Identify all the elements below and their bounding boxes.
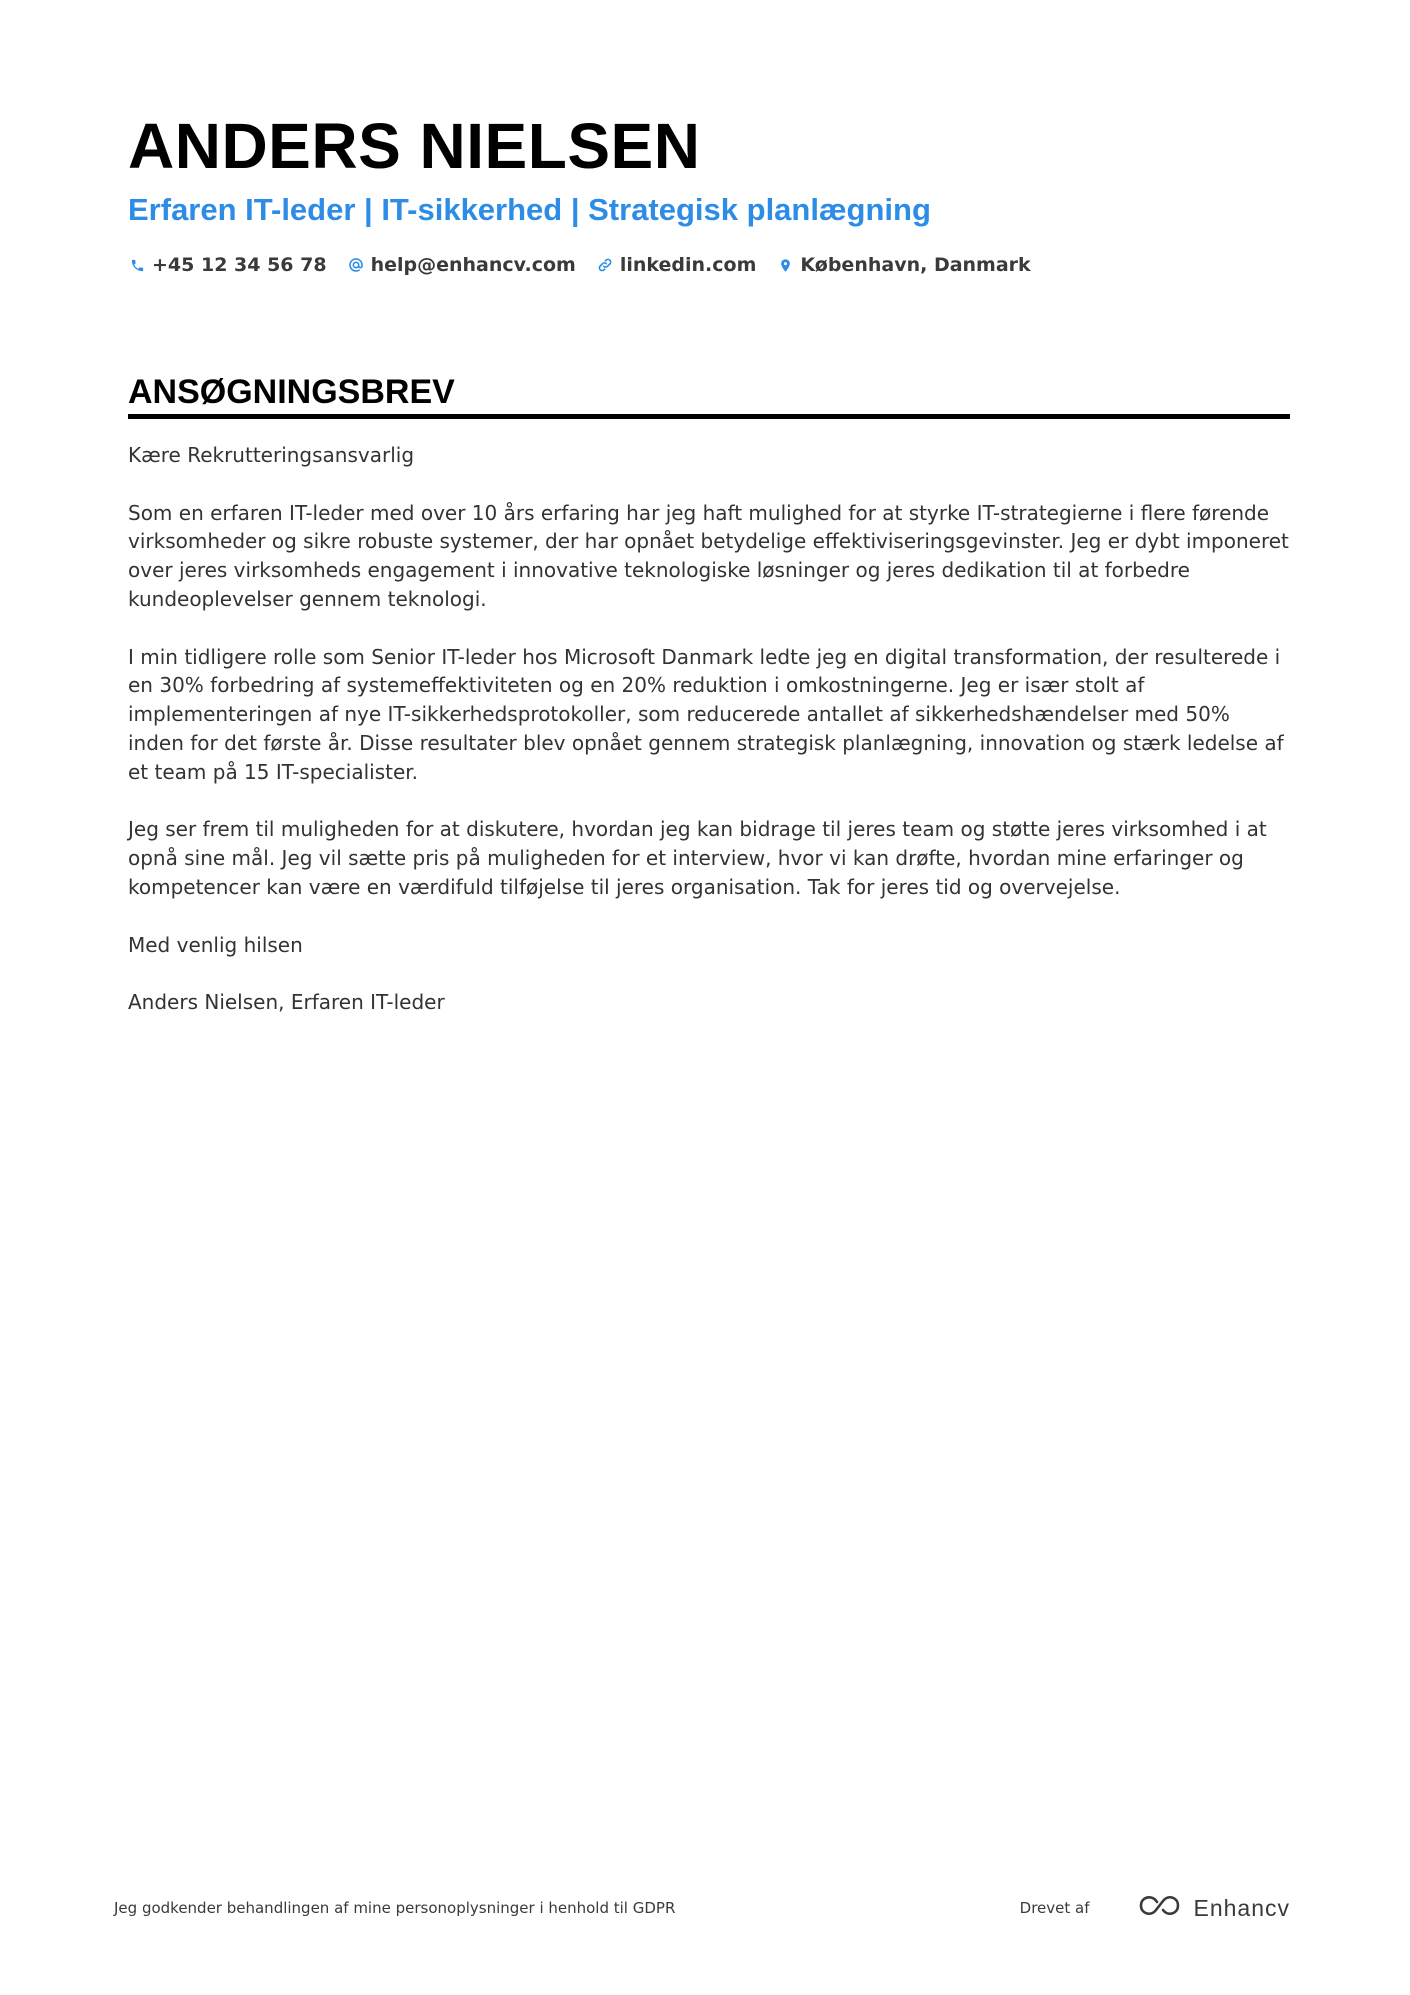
enhancv-logo-icon	[1135, 1893, 1183, 1923]
cover-letter-page	[128, 108, 1290, 1046]
contact-location	[776, 254, 1030, 276]
contact-email[interactable]	[347, 254, 576, 276]
candidate-name: ANDERS NIELSEN	[128, 110, 701, 182]
gdpr-consent-text: Jeg godkender behandlingen af mine personoplysninger i henhold til GDPR	[114, 1899, 676, 1917]
letter-paragraph: I min tidligere rolle som Senior IT-leder hos Microsoft Danmark ledte jeg en digital transformation, der resulterede i en 30% forbedring af systemeffektiviteten og en 20% reduktion i omkostningerne. Jeg er især stolt af implementeringen af nye IT-sikkerhedsprotokoller, som reducerede antallet af sikkerhedshændelser med 50% inden for det første år. Disse resultater blev opnået gennem strategisk planlægning, innovation og stærk ledelse af et team på 15 IT-specialister.	[128, 644, 1284, 784]
section-title: ANSØGNINGSBREV	[128, 372, 1290, 419]
linkedin-text: linkedin.com	[619, 254, 757, 276]
at-icon	[347, 256, 365, 274]
contact-phone[interactable]	[128, 254, 327, 276]
phone-text: +45 12 34 56 78	[152, 254, 327, 276]
letter-paragraph: Som en erfaren IT-leder med over 10 års erfaring har jeg haft mulighed for at styrke IT-strategierne i flere førende virksomheder og sikre robuste systemer, der har opnået betydelige effektiviseringsgevinster. Jeg er dybt imponeret over jeres virksomheds engagement i innovative teknologiske løsninger og jeres dedikation til at forbedre kundeoplevelser gennem teknologi.	[128, 500, 1289, 611]
candidate-headline: Erfaren IT-leder | IT-sikkerhed | Strategisk planlægning	[128, 192, 931, 227]
letter-paragraph: Jeg ser frem til muligheden for at diskutere, hvordan jeg kan bidrage til jeres team og støtte jeres virksomhed i at opnå sine mål. Jeg vil sætte pris på muligheden for et interview, hvor vi kan drøfte, hvordan mine erfaringer og kompetencer kan være en værdifuld tilføjelse til jeres organisation. Tak for jeres tid og overvejelse.	[128, 817, 1267, 899]
enhancv-brand-name: Enhancv	[1193, 1894, 1290, 1921]
letter-body	[128, 441, 1290, 1017]
page-footer	[114, 1888, 1290, 1928]
contact-linkedin[interactable]	[596, 254, 757, 276]
footer-branding	[1020, 1893, 1290, 1923]
link-icon	[596, 256, 614, 274]
contact-bar	[128, 254, 1290, 276]
email-text: help@enhancv.com	[370, 254, 576, 276]
phone-icon	[128, 256, 146, 274]
letter-closing: Med venlig hilsen	[128, 932, 303, 957]
enhancv-brand-link[interactable]	[1135, 1893, 1290, 1923]
location-pin-icon	[776, 256, 794, 274]
letter-salutation: Kære Rekrutteringsansvarlig	[128, 443, 415, 467]
powered-by-text: Drevet af	[1019, 1899, 1090, 1917]
location-text: København, Danmark	[800, 254, 1031, 276]
letter-signature: Anders Nielsen, Erfaren IT-leder	[128, 990, 445, 1015]
